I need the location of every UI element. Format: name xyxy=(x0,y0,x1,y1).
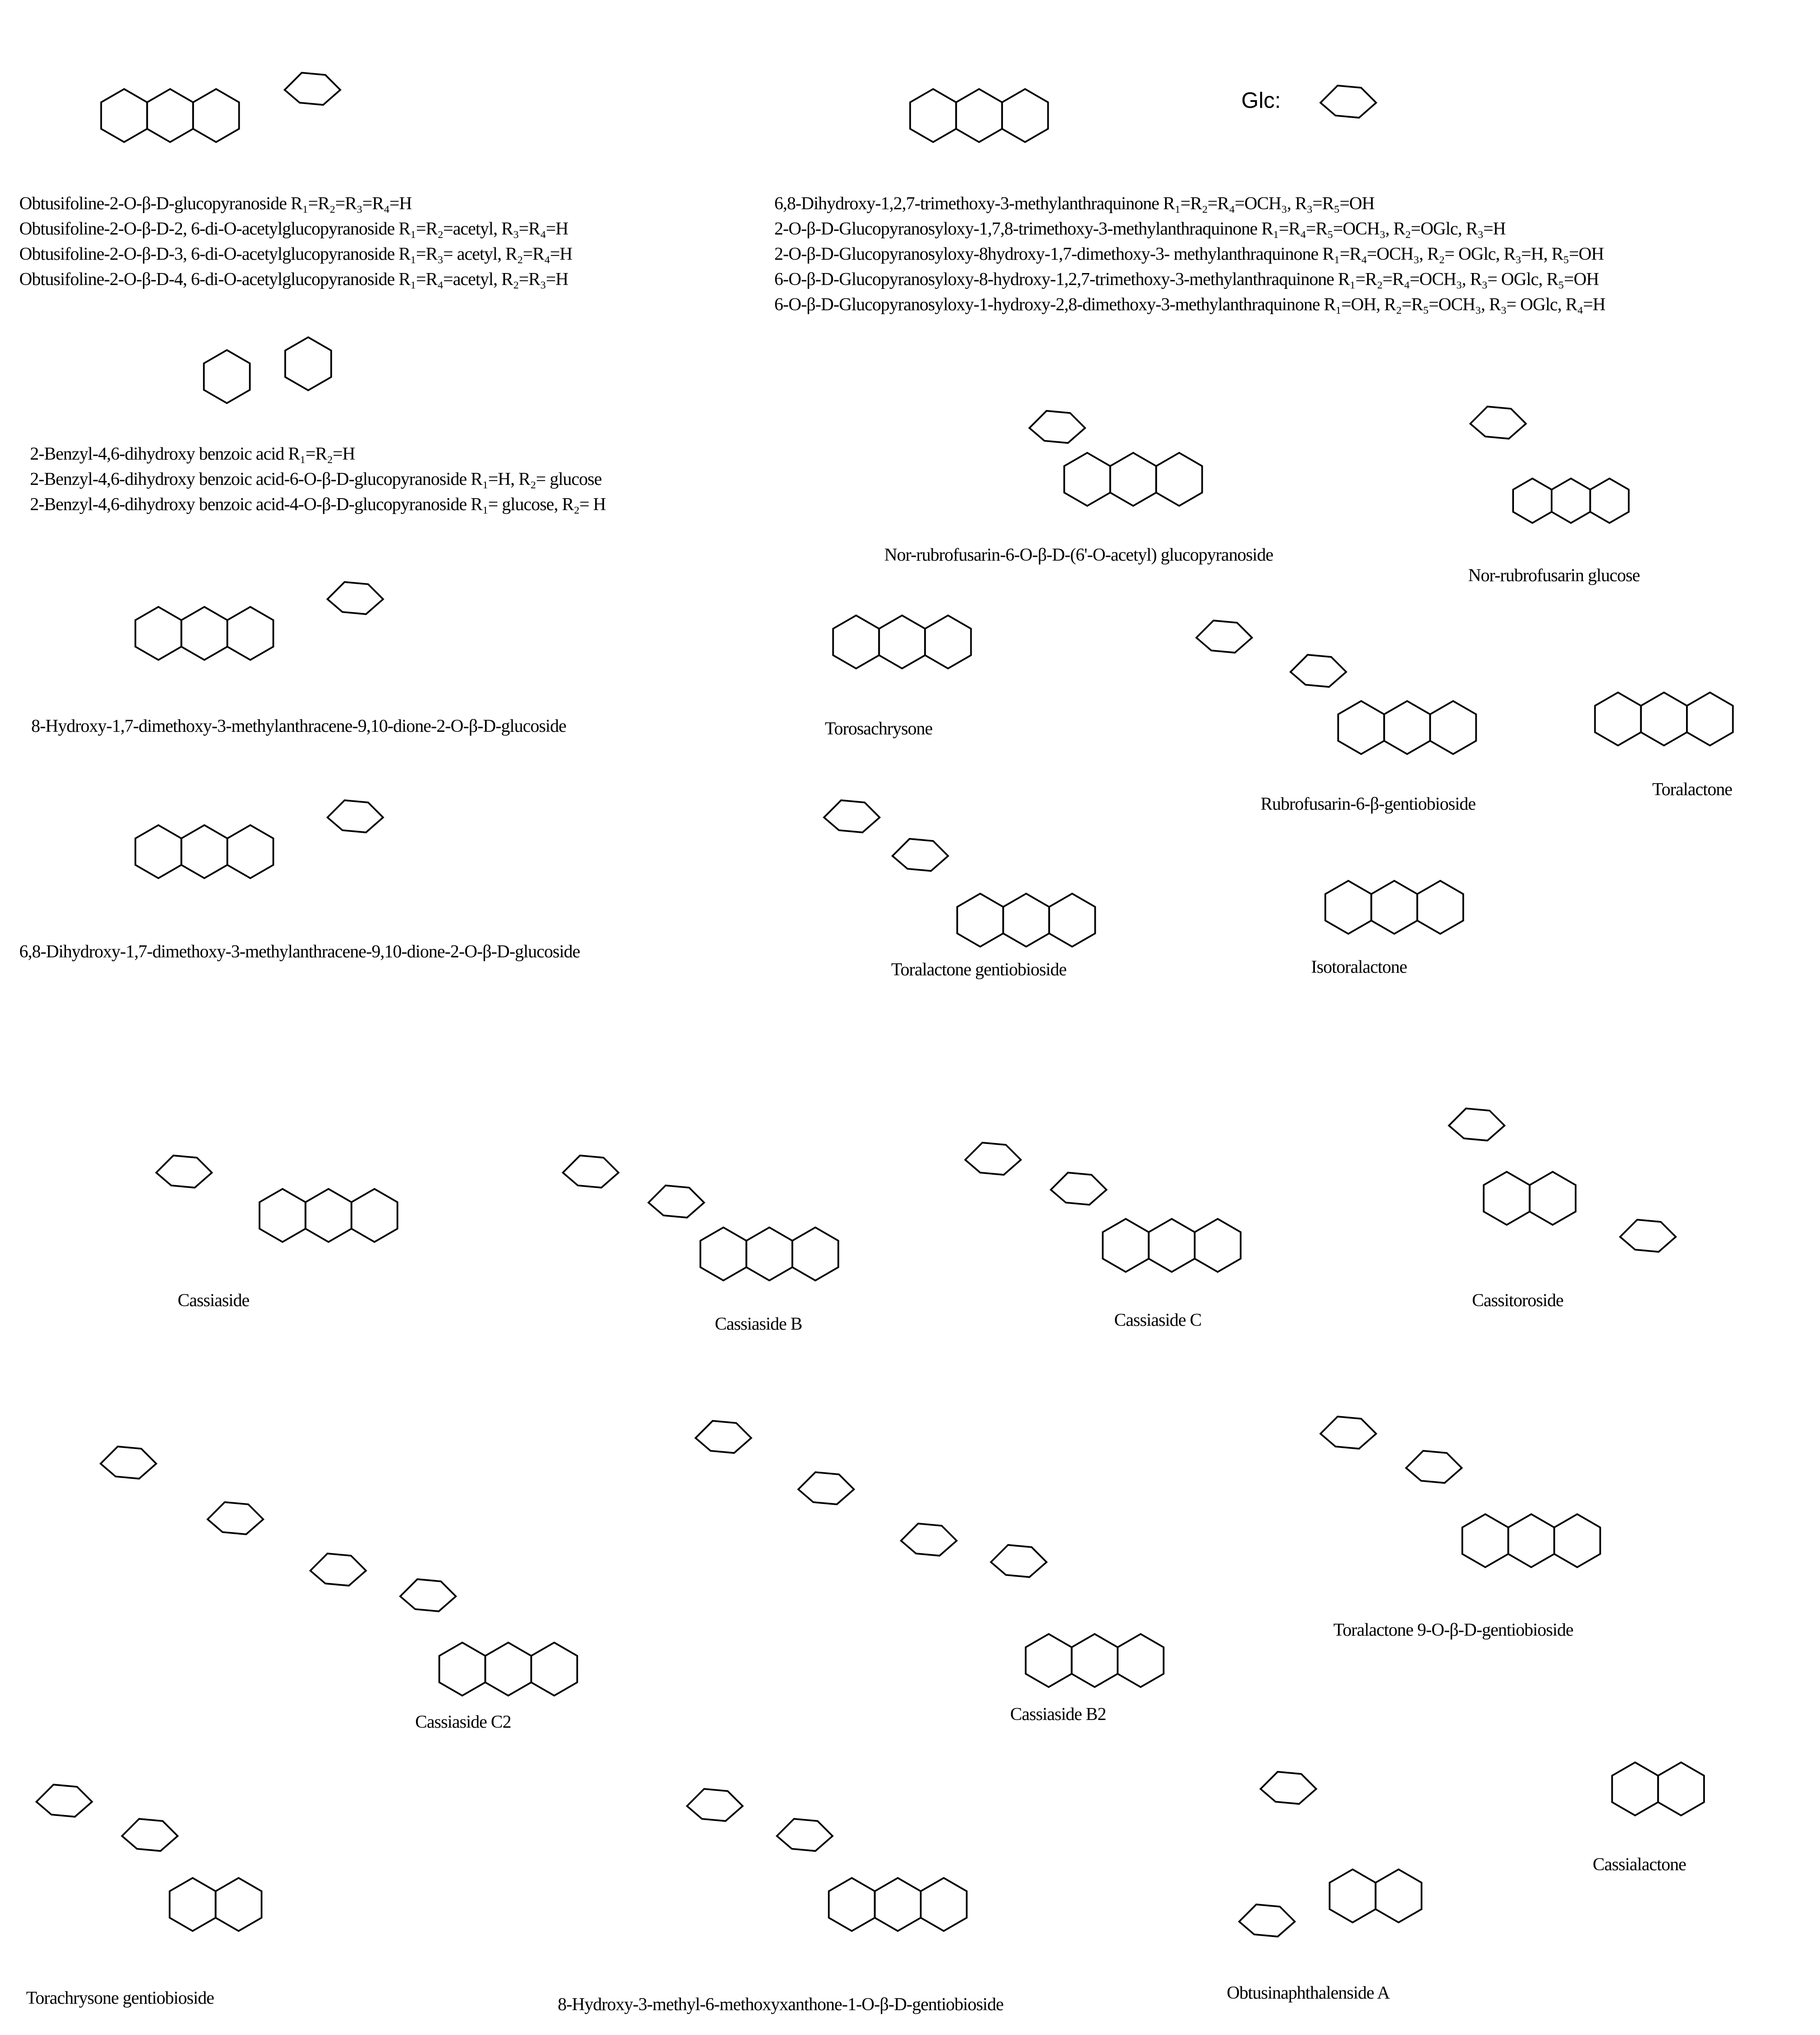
sugar-ring xyxy=(798,1472,854,1504)
aromatic-ring xyxy=(227,607,273,660)
caption: Toralactone gentiobioside xyxy=(891,960,1067,980)
aromatic-ring xyxy=(700,1227,746,1280)
sugar-ring xyxy=(156,1156,212,1188)
aromatic-ring xyxy=(1149,1219,1195,1272)
aromatic-ring xyxy=(216,1878,262,1931)
aromatic-ring xyxy=(485,1643,531,1696)
caption: Obtusifoline-2-O-β-D-4, 6-di-O-acetylglucopyranoside R₁=R₄=acetyl, R₂=R₃=H xyxy=(19,270,568,289)
aromatic-ring xyxy=(1325,881,1371,934)
sugar-ring xyxy=(648,1185,704,1218)
aromatic-ring xyxy=(792,1227,838,1280)
sugar-ring xyxy=(101,1447,156,1479)
caption: Cassiaside B2 xyxy=(1010,1705,1106,1724)
sugar-ring xyxy=(122,1819,178,1851)
caption: Toralactone xyxy=(1652,780,1732,799)
caption: Cassialactone xyxy=(1593,1855,1686,1875)
aromatic-ring xyxy=(1156,453,1202,506)
caption: 8-Hydroxy-3-methyl-6-methoxyxanthone-1-O-β-D-gentiobioside xyxy=(558,1995,1004,2014)
sugar-ring xyxy=(1261,1772,1316,1804)
aromatic-ring xyxy=(925,615,971,668)
aromatic-ring xyxy=(1552,478,1590,523)
sugar-ring xyxy=(1620,1220,1676,1252)
aromatic-ring xyxy=(439,1643,485,1696)
aromatic-ring xyxy=(135,825,181,878)
caption: Obtusifoline-2-O-β-D-2, 6-di-O-acetylglucopyranoside R₁=R₂=acetyl, R₃=R₄=H xyxy=(19,219,568,239)
aromatic-ring xyxy=(1462,1514,1508,1567)
aromatic-ring xyxy=(833,615,879,668)
aromatic-ring xyxy=(1508,1514,1554,1567)
glc-label: Glc: xyxy=(1241,88,1281,113)
caption: 2-O-β-D-Glucopyranosyloxy-8hydroxy-1,7-dimethoxy-3- methylanthraquinone R₁=R₄=OCH₃, R₂= OGlc, R₃=H, R₅=OH xyxy=(774,244,1604,264)
caption: Obtusinaphthalenside A xyxy=(1227,1983,1390,2003)
aromatic-ring xyxy=(227,825,273,878)
caption: Cassitoroside xyxy=(1472,1291,1564,1310)
aromatic-ring xyxy=(1384,701,1430,754)
aromatic-ring xyxy=(1554,1514,1600,1567)
aromatic-ring xyxy=(1195,1219,1240,1272)
caption: Cassiaside xyxy=(178,1291,250,1310)
sugar-ring xyxy=(1029,411,1085,443)
aromatic-ring xyxy=(1329,1869,1375,1922)
sugar-ring xyxy=(36,1785,92,1817)
caption: Nor-rubrofusarin-6-O-β-D-(6'-O-acetyl) glucopyranoside xyxy=(884,545,1273,565)
aromatic-ring xyxy=(1003,894,1049,947)
aromatic-ring xyxy=(1002,89,1048,142)
aromatic-ring xyxy=(204,350,250,403)
aromatic-ring xyxy=(1026,1634,1071,1687)
sugar-ring xyxy=(1196,621,1252,653)
caption: Obtusifoline-2-O-β-D-3, 6-di-O-acetylglucopyranoside R₁=R₃= acetyl, R₂=R₄=H xyxy=(19,244,572,264)
caption: 2-O-β-D-Glucopyranosyloxy-1,7,8-trimethoxy-3-methylanthraquinone R₁=R₄=R₅=OCH₃, R₂=OGlc, R₃=H xyxy=(774,219,1506,239)
aromatic-ring xyxy=(829,1878,874,1931)
sugar-ring xyxy=(1239,1904,1295,1937)
caption: Torachrysone gentiobioside xyxy=(26,1988,214,2008)
sugar-ring xyxy=(1406,1451,1462,1483)
sugar-ring xyxy=(892,839,948,871)
aromatic-ring xyxy=(306,1189,351,1242)
caption: 6,8-Dihydroxy-1,2,7-trimethoxy-3-methylanthraquinone R₁=R₂=R₄=OCH₃, R₃=R₅=OH xyxy=(774,194,1374,214)
sugar-ring xyxy=(1291,655,1346,687)
aromatic-ring xyxy=(1530,1172,1576,1225)
sugar-ring xyxy=(327,800,383,832)
aromatic-ring xyxy=(1687,692,1733,746)
aromatic-ring xyxy=(193,89,239,142)
caption: Obtusifoline-2-O-β-D-glucopyranoside R₁=R₂=R₃=R₄=H xyxy=(19,194,412,214)
aromatic-ring xyxy=(147,89,193,142)
sugar-ring xyxy=(310,1554,366,1586)
caption: Toralactone 9-O-β-D-gentiobioside xyxy=(1333,1620,1573,1640)
aromatic-ring xyxy=(1064,453,1110,506)
sugar-ring xyxy=(1320,1417,1376,1449)
sugar-ring xyxy=(687,1789,743,1821)
aromatic-ring xyxy=(285,337,331,390)
caption: 2-Benzyl-4,6-dihydroxy benzoic acid-4-O-β-D-glucopyranoside R₁= glucose, R₂= H xyxy=(30,495,606,514)
aromatic-ring xyxy=(259,1189,305,1242)
aromatic-ring xyxy=(1595,692,1641,746)
aromatic-ring xyxy=(181,825,227,878)
obtusifoline-captions xyxy=(19,195,572,296)
sugar-ring xyxy=(1320,86,1376,118)
aromatic-ring xyxy=(181,607,227,660)
sugar-ring xyxy=(400,1579,456,1611)
aromatic-ring xyxy=(956,89,1002,142)
anthraquinone-captions xyxy=(774,195,1605,321)
aromatic-ring xyxy=(1049,894,1095,947)
sugar-ring xyxy=(901,1524,957,1556)
aromatic-ring xyxy=(1417,881,1463,934)
aromatic-ring xyxy=(746,1227,792,1280)
caption: Cassiaside C2 xyxy=(415,1712,511,1732)
aromatic-ring xyxy=(531,1643,577,1696)
caption: Nor-rubrofusarin glucose xyxy=(1468,566,1640,585)
caption: Torosachrysone xyxy=(825,719,933,739)
benzoic-captions xyxy=(30,445,606,521)
aromatic-ring xyxy=(1371,881,1417,934)
sugar-ring xyxy=(991,1545,1047,1577)
sugar-ring xyxy=(965,1143,1021,1175)
sugar-ring xyxy=(696,1421,751,1453)
aromatic-ring xyxy=(1110,453,1156,506)
caption: Cassiaside C xyxy=(1114,1310,1201,1330)
sugar-ring xyxy=(327,582,383,614)
caption: 2-Benzyl-4,6-dihydroxy benzoic acid-6-O-β-D-glucopyranoside R₁=H, R₂= glucose xyxy=(30,469,602,489)
aromatic-ring xyxy=(1072,1634,1118,1687)
aromatic-ring xyxy=(135,607,181,660)
caption: Cassiaside B xyxy=(715,1314,802,1334)
aromatic-ring xyxy=(351,1189,397,1242)
aromatic-ring xyxy=(101,89,147,142)
caption: 6-O-β-D-Glucopyranosyloxy-8-hydroxy-1,2,7-trimethoxy-3-methylanthraquinone R₁=R₂=R₄=OCH₃, R₃= OGlc, R₅=OH xyxy=(774,270,1599,289)
aromatic-ring xyxy=(1513,478,1552,523)
caption: Rubrofusarin-6-β-gentiobioside xyxy=(1261,794,1476,814)
aromatic-ring xyxy=(879,615,925,668)
aromatic-ring xyxy=(957,894,1003,947)
aromatic-ring xyxy=(921,1878,967,1931)
sugar-ring xyxy=(1449,1108,1505,1141)
aromatic-ring xyxy=(1430,701,1476,754)
aromatic-ring xyxy=(1612,1762,1658,1815)
caption: 6,8-Dihydroxy-1,7-dimethoxy-3-methylanthracene-9,10-dione-2-O-β-D-glucoside xyxy=(19,942,580,962)
aromatic-ring xyxy=(1658,1762,1704,1815)
aromatic-ring xyxy=(1641,692,1687,746)
caption: 2-Benzyl-4,6-dihydroxy benzoic acid R₁=R₂=H xyxy=(30,444,355,464)
sugar-ring xyxy=(285,73,340,105)
aromatic-ring xyxy=(1338,701,1384,754)
aromatic-ring xyxy=(170,1878,215,1931)
caption: 6-O-β-D-Glucopyranosyloxy-1-hydroxy-2,8-dimethoxy-3-methylanthraquinone R₁=OH, R₂=R₅=OCH₃, R₃= OGlc, R₄=H xyxy=(774,295,1606,315)
caption: 8-Hydroxy-1,7-dimethoxy-3-methylanthracene-9,10-dione-2-O-β-D-glucoside xyxy=(31,716,566,736)
sugar-ring xyxy=(1051,1173,1106,1205)
aromatic-ring xyxy=(1103,1219,1148,1272)
aromatic-ring xyxy=(875,1878,921,1931)
sugar-ring xyxy=(208,1502,263,1534)
caption: Isotoralactone xyxy=(1311,957,1407,977)
aromatic-ring xyxy=(1484,1172,1529,1225)
sugar-ring xyxy=(777,1819,833,1851)
aromatic-ring xyxy=(1118,1634,1163,1687)
aromatic-ring xyxy=(910,89,956,142)
sugar-ring xyxy=(563,1156,619,1188)
sugar-ring xyxy=(1470,407,1526,439)
sugar-ring xyxy=(824,800,880,832)
aromatic-ring xyxy=(1376,1869,1422,1922)
aromatic-ring xyxy=(1590,478,1629,523)
